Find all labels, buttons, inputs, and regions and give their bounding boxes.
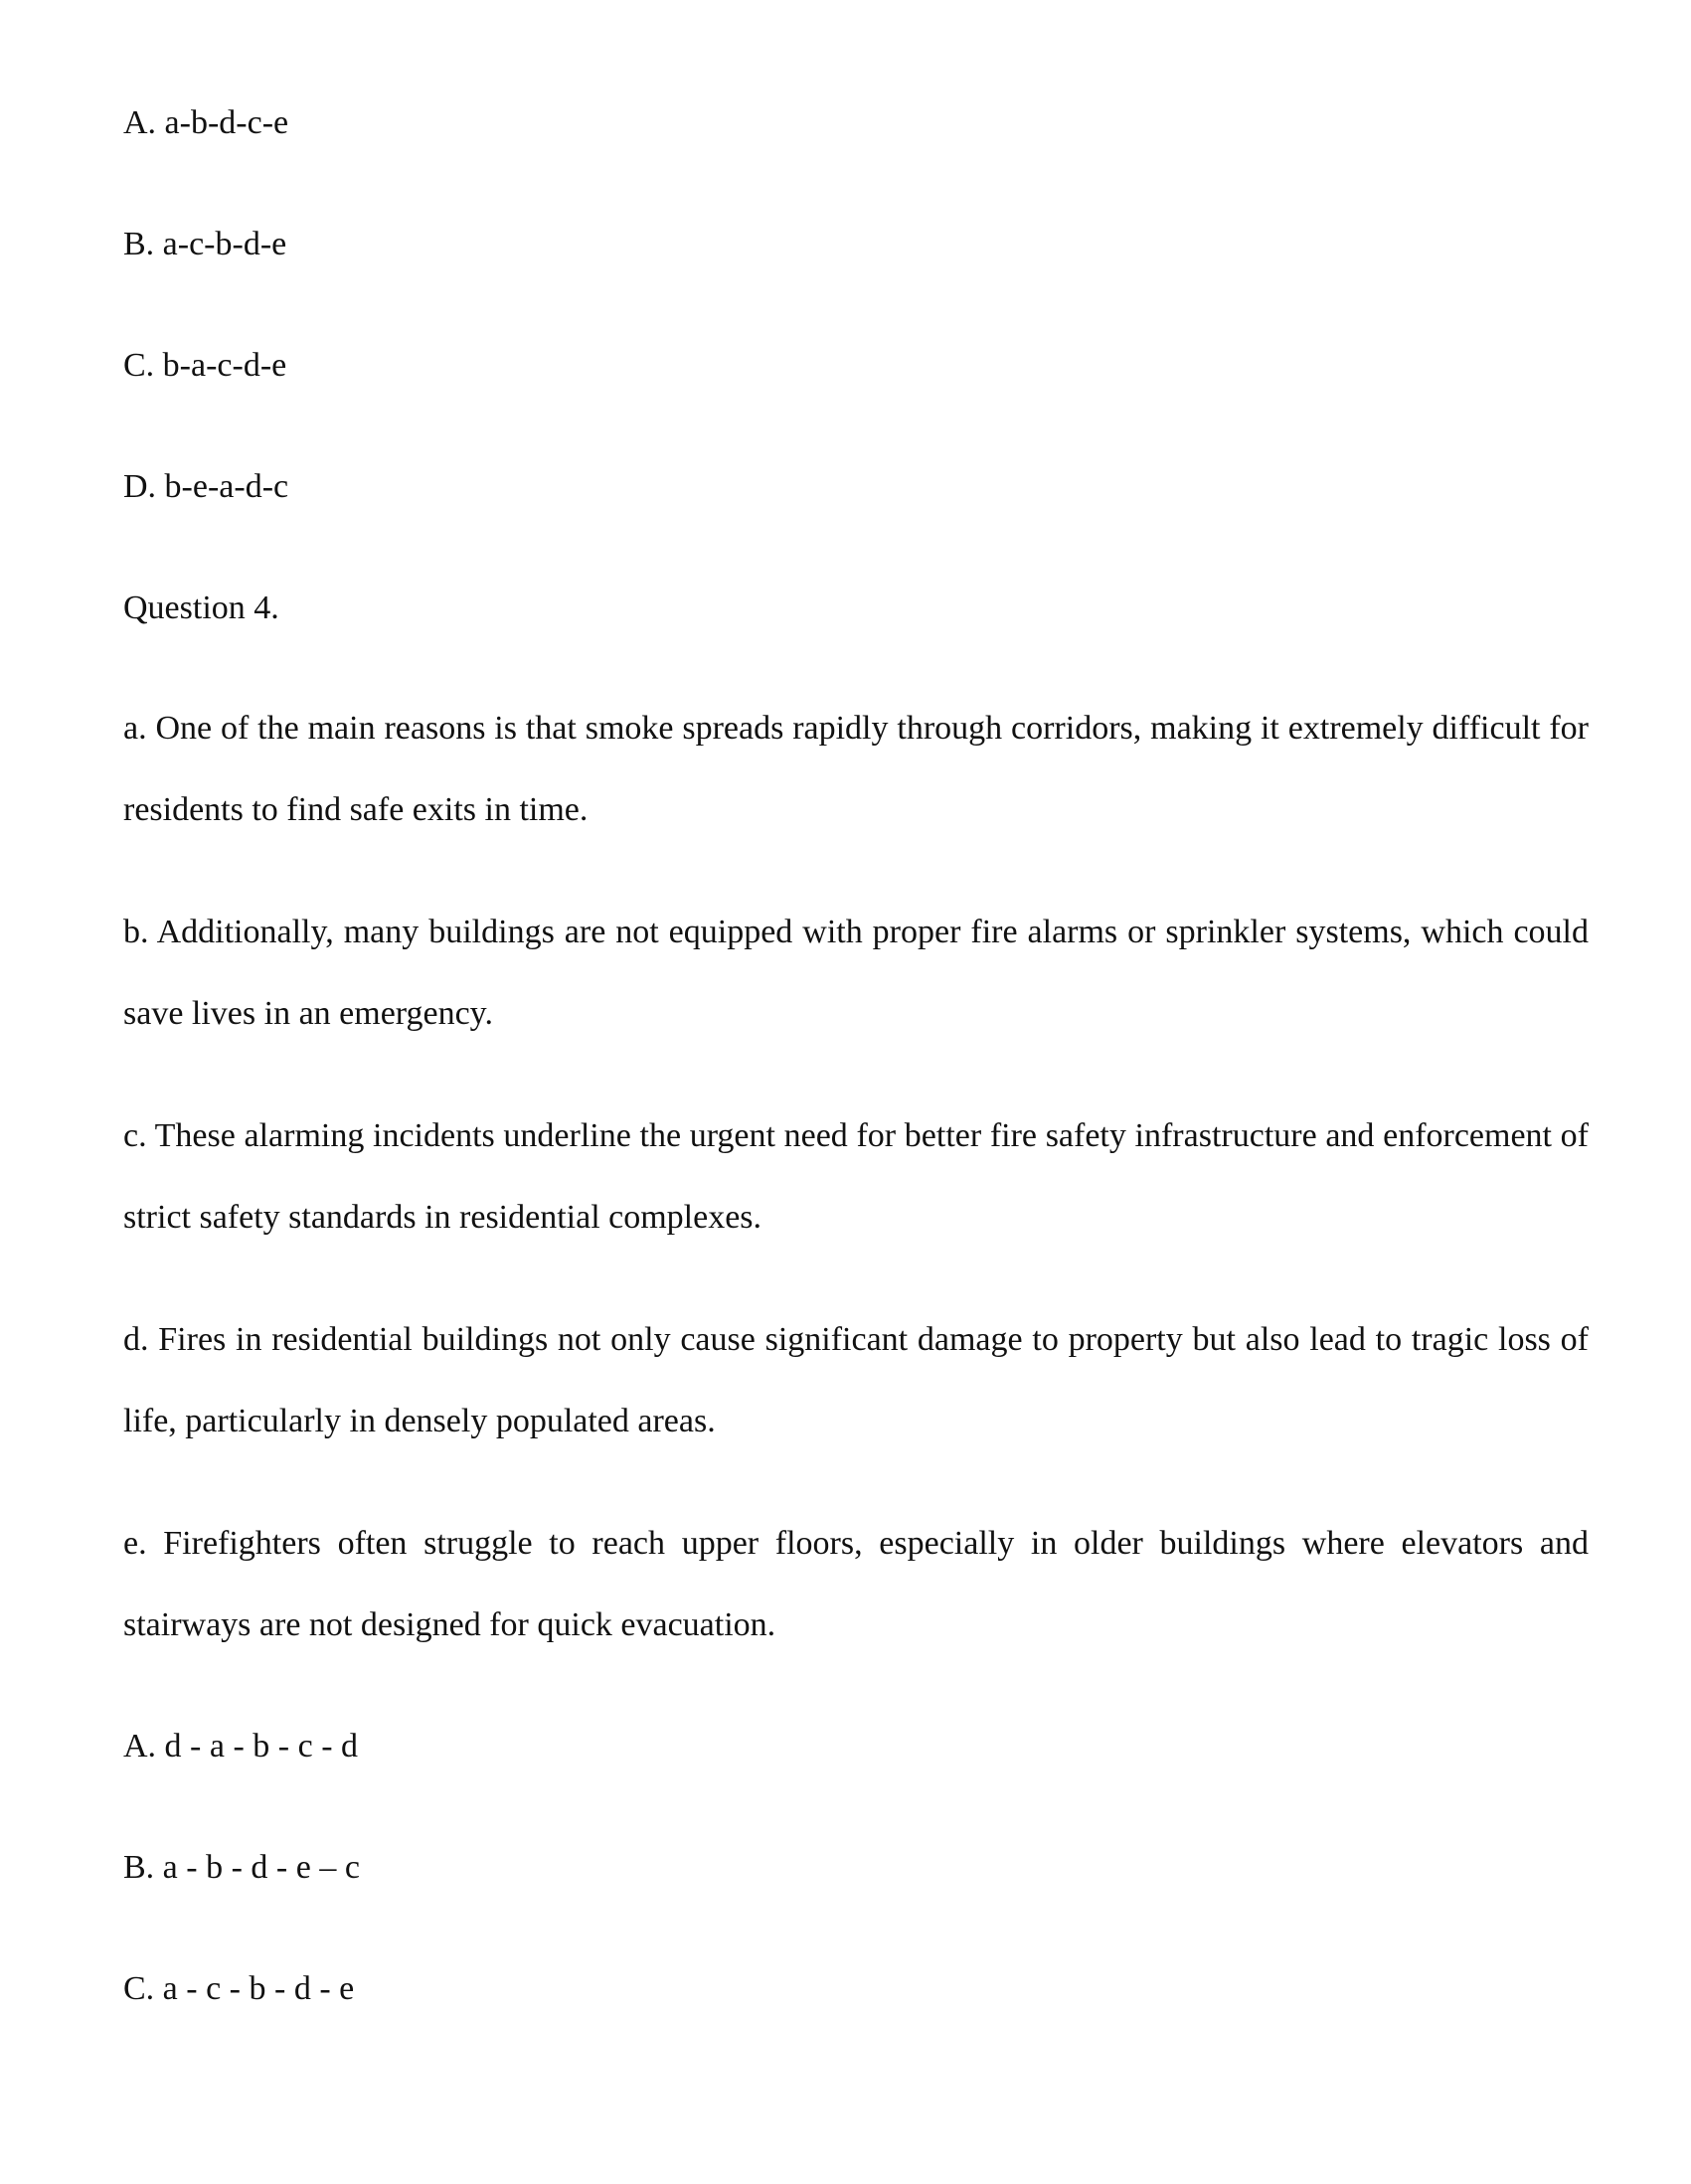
option-c: C. a - c - b - d - e — [123, 1970, 355, 2007]
prev-option-c: C. b-a-c-d-e — [123, 347, 287, 384]
sentence-d: d. Fires in residential buildings not only cause significant damage to property but also lead to tragic loss of life, particularly in densely populated areas. — [123, 1321, 1589, 1439]
sentence-b: b. Additionally, many buildings are not equipped with proper fire alarms or sprinkler systems, which could save lives in an emergency. — [123, 914, 1589, 1032]
option-a: A. d - a - b - c - d — [123, 1728, 359, 1764]
prev-option-d: D. b-e-a-d-c — [123, 468, 289, 505]
option-b: B. a - b - d - e – c — [123, 1849, 360, 1886]
prev-option-b: B. a-c-b-d-e — [123, 226, 287, 262]
sentence-c: c. These alarming incidents underline the urgent need for better fire safety infrastructure and enforcement of strict safety standards in residential complexes. — [123, 1117, 1589, 1236]
question-title: Question 4. — [123, 589, 279, 626]
prev-option-a: A. a-b-d-c-e — [123, 104, 289, 141]
sentence-a: a. One of the main reasons is that smoke spreads rapidly through corridors, making it extremely difficult for residents to find safe exits in time. — [123, 710, 1589, 828]
sentence-e: e. Firefighters often struggle to reach upper floors, especially in older buildings where elevators and stairways are not designed for quick evacuation. — [123, 1525, 1589, 1643]
